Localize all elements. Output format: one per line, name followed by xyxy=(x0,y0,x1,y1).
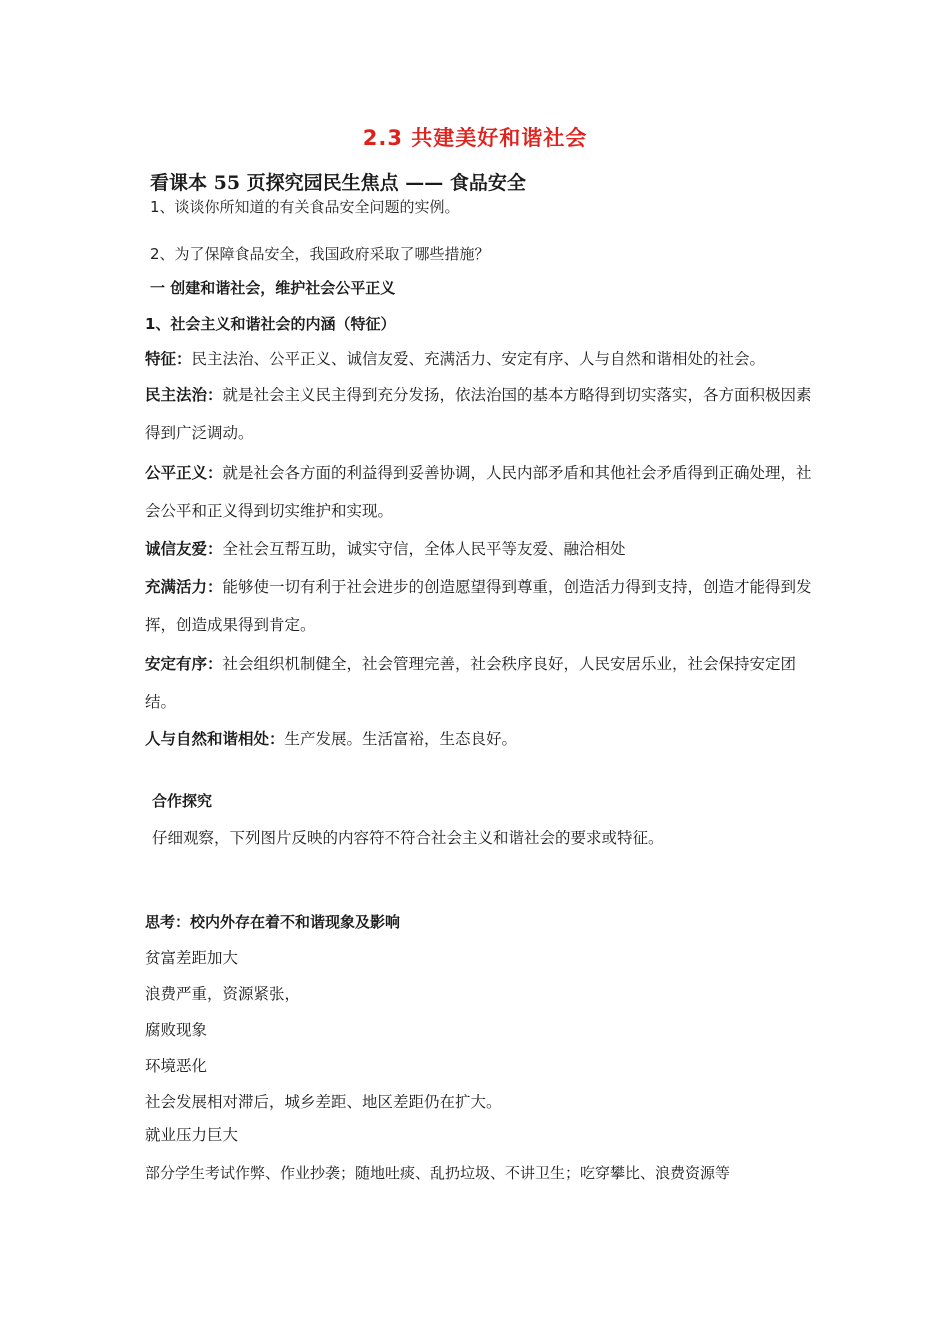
feature-text: 就是社会主义民主得到充分发扬，依法治国的基本方略得到切实落实，各方面积极因素得到广泛调动。 xyxy=(145,386,812,442)
question-1: 1、谈谈你所知道的有关食品安全问题的实例。 xyxy=(150,198,460,216)
coop-text: 仔细观察，下列图片反映的内容符不符合社会主义和谐社会的要求或特征。 xyxy=(152,829,664,847)
list-item: 就业压力巨大 xyxy=(145,1126,239,1144)
subsection-heading: 1、社会主义和谐社会的内涵（特征） xyxy=(145,315,396,333)
page-title: 2.3 共建美好和谐社会 xyxy=(362,126,588,150)
list-item: 部分学生考试作弊、作业抄袭；随地吐痰、乱扔垃圾、不讲卫生；吃穿攀比、浪费资源等 xyxy=(145,1164,731,1182)
feature-label: 安定有序： xyxy=(145,655,223,673)
feature-paragraph xyxy=(145,340,815,378)
question-2: 2、为了保障食品安全，我国政府采取了哪些措施？ xyxy=(150,245,490,263)
feature-label: 特征： xyxy=(145,350,192,368)
feature-text: 民主法治、公平正义、诚信友爱、充满活力、安定有序、人与自然和谐相处的社会。 xyxy=(191,350,766,368)
list-item: 腐败现象 xyxy=(145,1021,208,1039)
feature-text: 生产发展。生活富裕，生态良好。 xyxy=(284,730,518,748)
feature-text: 能够使一切有利于社会进步的创造愿望得到尊重，创造活力得到支持，创造才能得到发挥，创造成果得到肯定。 xyxy=(145,578,812,634)
section-heading-1: 一 创建和谐社会，维护社会公平正义 xyxy=(150,279,396,297)
feature-label: 民主法治： xyxy=(145,386,223,404)
feature-label: 人与自然和谐相处： xyxy=(145,730,285,748)
feature-label: 公平正义： xyxy=(145,464,223,482)
feature-paragraph xyxy=(145,376,815,452)
coop-heading: 合作探究 xyxy=(152,792,213,810)
think-heading: 思考：校内外存在着不和谐现象及影响 xyxy=(145,913,401,931)
list-item: 环境恶化 xyxy=(145,1057,208,1075)
feature-paragraph xyxy=(145,530,815,568)
feature-paragraph xyxy=(145,568,815,644)
feature-paragraph xyxy=(145,645,815,721)
feature-text: 全社会互帮互助，诚实守信，全体人民平等友爱、融洽相处 xyxy=(222,540,626,558)
feature-label: 充满活力： xyxy=(145,578,223,596)
feature-label: 诚信友爱： xyxy=(145,540,223,558)
feature-paragraph xyxy=(145,454,815,530)
feature-text: 就是社会各方面的利益得到妥善协调，人民内部矛盾和其他社会矛盾得到正确处理，社会公平和正义得到切实维护和实现。 xyxy=(145,464,812,520)
list-item: 浪费严重，资源紧张， xyxy=(145,985,301,1003)
list-item: 贫富差距加大 xyxy=(145,949,239,967)
list-item: 社会发展相对滞后，城乡差距、地区差距仍在扩大。 xyxy=(145,1093,502,1111)
feature-text: 社会组织机制健全，社会管理完善，社会秩序良好，人民安居乐业，社会保持安定团结。 xyxy=(145,655,797,711)
feature-paragraph xyxy=(145,720,815,758)
section-subheading: 看课本 55 页探究园民生焦点 —— 食品安全 xyxy=(150,172,526,194)
